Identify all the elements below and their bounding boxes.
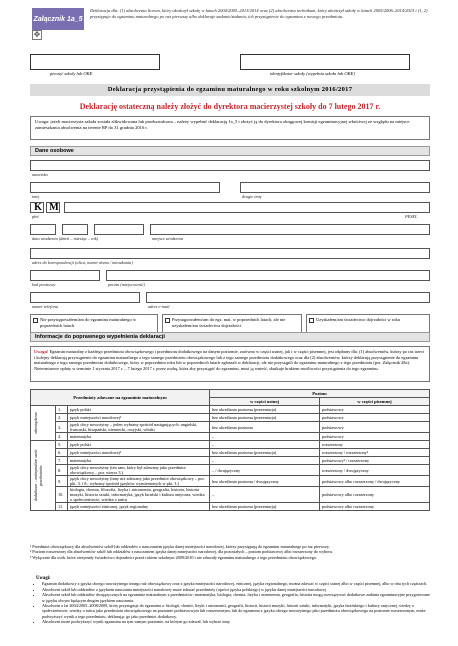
table-row[interactable] bbox=[31, 422, 430, 433]
postal-code-field[interactable] bbox=[30, 270, 100, 281]
uwagi-title: Uwagi: bbox=[36, 576, 51, 581]
gender-m-box[interactable] bbox=[46, 202, 60, 213]
group-additional-label: dodatkowe – maksymalnie sześć przedmiotów bbox=[33, 449, 43, 502]
surname-field[interactable] bbox=[30, 160, 430, 171]
checkbox-square[interactable] bbox=[165, 318, 170, 323]
first-name-field[interactable] bbox=[30, 182, 220, 193]
pesel-label: PESEL bbox=[405, 214, 418, 219]
page-title: Deklaracja przystąpienia do egzaminu maturalnego w roku szkolnym 2016/2017 bbox=[30, 84, 430, 96]
footnotes bbox=[30, 544, 430, 560]
row-written[interactable]: rozszerzony bbox=[320, 441, 430, 449]
row-number: 5. bbox=[56, 441, 68, 449]
checkbox-label: Przystępowałem/am do egz. mat. w poprzednich latach, ale nie uzyskałem/am świadectwa dojrzałości. bbox=[172, 317, 286, 328]
row-subject: matematyka bbox=[68, 433, 210, 441]
city-field[interactable] bbox=[106, 270, 430, 281]
school-stamp-field[interactable] bbox=[30, 54, 160, 70]
first-name-label: imię bbox=[32, 194, 40, 199]
birth-place-label: miejsce urodzenia bbox=[152, 236, 183, 241]
table-row[interactable] bbox=[31, 441, 430, 449]
table-row[interactable] bbox=[31, 449, 430, 457]
row-oral[interactable]: bez określania poziomu (prezentacja) bbox=[210, 414, 320, 422]
row-subject: język polski bbox=[68, 406, 210, 414]
row-written[interactable]: rozszerzony / rozszerzony² bbox=[320, 449, 430, 457]
second-name-label: drugie imię bbox=[242, 194, 262, 199]
city-label: poczta (miejscowość) bbox=[108, 282, 145, 287]
move-handle-icon[interactable]: ✥ bbox=[33, 30, 41, 39]
row-written[interactable]: podstawowy bbox=[320, 414, 430, 422]
table-row[interactable] bbox=[31, 414, 430, 422]
row-oral[interactable]: – bbox=[210, 457, 320, 465]
row-written[interactable]: rozszerzony / dwujęzyczny bbox=[320, 465, 430, 476]
row-oral[interactable]: bez określania poziomu (prezentacja) bbox=[210, 503, 320, 511]
subject-header: Przedmioty zdawane na egzaminie maturalnym bbox=[31, 390, 210, 406]
table-row[interactable] bbox=[31, 487, 430, 503]
declaration-page bbox=[10, 4, 448, 642]
uwagi-item: • Absolwent może podwyższyć wynik egzaminu na tym samym poziomie, na którym go zdawał, lub wybrać inny. bbox=[42, 619, 430, 624]
row-oral[interactable]: – / dwujęzyczny bbox=[210, 465, 320, 476]
row-subject: język obcy nowożytny (inny niż zdawany jako przedmiot obowiązkowy – por. pkt. 3. i 8.; wybrany spośród języków wymienionych w pkt. 3.) bbox=[68, 476, 210, 487]
surname-label: nazwisko bbox=[32, 172, 48, 177]
checkbox-label: Uzyskałem/am świadectwo dojrzałości w roku bbox=[316, 317, 400, 322]
row-number: 7. bbox=[56, 457, 68, 465]
gender-label: płeć bbox=[32, 214, 40, 219]
birth-date-label: data urodzenia (dzień – miesiąc – rok) bbox=[32, 236, 99, 241]
row-written[interactable]: podstawowy bbox=[320, 406, 430, 414]
birth-month-field[interactable] bbox=[62, 224, 88, 235]
birth-place-field[interactable] bbox=[150, 224, 430, 235]
uwagi-item: • Absolwent szkół lub oddziałów z językiem nauczania mniejszości narodowej może zdawać przedmioty (oprócz języka polskiego) w języku danej mniejszości narodowej. bbox=[42, 587, 430, 592]
row-number: 11. bbox=[56, 503, 68, 511]
info-uwaga-label: Uwaga! bbox=[34, 349, 49, 354]
row-oral[interactable]: bez określania poziomu / dwujęzyczny bbox=[210, 476, 320, 487]
school-id-label: identyfikator szkoły (wypełnia szkoła lub OKE) bbox=[270, 71, 355, 76]
footnote: ³ Wyłącznie dla osób, które otrzymały świadectwo dojrzałości przed rokiem szkolnym 2009/2010 i nie zdawały egzaminu maturalnego z tego przedmiotu obowiązkowego. bbox=[30, 554, 317, 560]
school-stamp-label: pieczęć szkoły lub OKE bbox=[50, 71, 93, 76]
email-field[interactable] bbox=[146, 292, 430, 303]
row-subject: język mniejszości narodowej¹ bbox=[68, 449, 210, 457]
table-row[interactable] bbox=[31, 457, 430, 465]
oral-header: w części ustnej bbox=[210, 398, 320, 406]
attachment-badge: Załącznik 1a_5 bbox=[32, 8, 84, 30]
row-number: 1. bbox=[56, 406, 68, 414]
row-written[interactable]: podstawowy albo rozszerzony bbox=[320, 503, 430, 511]
address-label: adres do korespondencji (ulica, numer domu / mieszkania) bbox=[32, 260, 133, 265]
gender-k-letter: K bbox=[34, 202, 42, 213]
uwagi-item: • Absolwent szkół lub oddziałów dwujęzycznych na egzaminie maturalnym z przedmiotów: matematyka, biologia, chemia, fizyka i astronomia, geografia, historia mogą rozwiązywać dodatkowe zadania egzaminacyjne przygotowane w języku obcym będącym drugim językiem nauczania. bbox=[42, 592, 430, 603]
uwagi-list bbox=[36, 576, 430, 625]
checkbox-label: Nie przystępowałem/am do egzaminu maturalnego w poprzednich latach. bbox=[40, 317, 137, 328]
row-oral[interactable]: bez określania poziomu (prezentacja) bbox=[210, 449, 320, 457]
row-number: 2. bbox=[56, 414, 68, 422]
row-oral[interactable]: – bbox=[210, 441, 320, 449]
table-row[interactable] bbox=[31, 476, 430, 487]
table-row[interactable] bbox=[31, 406, 430, 414]
phone-label: numer telefonu bbox=[32, 304, 58, 309]
info-text bbox=[30, 346, 430, 382]
second-name-field[interactable] bbox=[240, 182, 430, 193]
row-subject: język mniejszości etnicznej, język regionalny bbox=[68, 503, 210, 511]
footnote: ¹ Przedmiot obowiązkowy dla absolwentów szkół lub oddziałów z nauczaniem języka danej mniejszości narodowej, którzy przystępują do egzaminu maturalnego po raz pierwszy. bbox=[30, 544, 330, 549]
row-subject: biologia, chemia, filozofia, fizyka i astronomia, geografia, historia, historia muzyki, historia sztuki, informatyka, język łaciński i kultura antyczna, wiedza o społeczeństwie, wiedza o tańcu bbox=[68, 487, 210, 503]
group-mandatory bbox=[31, 406, 56, 441]
group-mandatory-label: obowiązkowe bbox=[33, 412, 38, 434]
info-body: Egzamin maturalny z każdego przedmiotu obowiązkowego i przedmiotu dodatkowego na danym poziomie, zarówno w części ustnej, jak i w części pisemnej, jest odpłatny dla: (1) absolwentów, którzy po raz trzeci i kolejny deklarują przystąpienie do egzaminu maturalnego z tego samego przedmiotu obowiązkowego lub z tego samego przedmiotu dodatkowego oraz dla (2) absolwentów, którzy deklarują przystąpienie do egzaminu maturalnego z tego samego przedmiotu dodatkowego, który w poprzednim roku lub w poprzednich latach zgłaszali w deklaracji, ale nie przystąpili do egzaminu maturalnego z tego przedmiotu (por. Załącznik 28a). Nieterminowe opłaty w terminie 1 stycznia 2017 r. – 7 lutego 2017 r. przez osobę, która aby przystąpić do egzaminu, musi ją wnieść, skutkuje brakiem możliwości przystąpienia do tego egzaminu. bbox=[34, 349, 425, 371]
phone-field[interactable] bbox=[30, 292, 140, 303]
pesel-field[interactable] bbox=[64, 202, 430, 213]
row-oral[interactable]: – bbox=[210, 433, 320, 441]
row-subject: język mniejszości narodowej¹ bbox=[68, 414, 210, 422]
row-written[interactable]: podstawowy² / rozszerzony bbox=[320, 457, 430, 465]
row-oral[interactable]: bez określania poziomu (prezentacja) bbox=[210, 406, 320, 414]
row-subject: język polski bbox=[68, 441, 210, 449]
row-number: 8. bbox=[56, 465, 68, 476]
written-header: w części pisemnej bbox=[320, 398, 430, 406]
declaration-table bbox=[30, 389, 430, 511]
row-subject: język obcy nowożytny (ten sam, który był zdawany jako przedmiot obowiązkowy – por. wiersz 3.) bbox=[68, 465, 210, 476]
address-field[interactable] bbox=[30, 248, 430, 259]
checkbox-square[interactable] bbox=[33, 318, 38, 323]
uwaga-box: Uwaga: jeżeli macierzysta szkoła została zlikwidowana lub przekształcona – należy wypełnić deklarację 1a_5 i złożyć ją do dyrektora okręgowej komisji egzaminacyjnej właściwej ze względu na miejsce zamieszkania absolwenta na terenie RP do 31 grudnia 2016 r. bbox=[30, 116, 430, 140]
school-id-field[interactable] bbox=[240, 54, 410, 70]
row-subject: język obcy nowożytny – jeden wybrany spośród następujących: angielski, francuski, hiszpański, niemiecki, rosyjski, włoski bbox=[68, 422, 210, 433]
row-number: 9. bbox=[56, 476, 68, 487]
uwagi-item: • Absolwent z lat 2004/2005–2008/2009, który przystępuje do egzaminu z: biologii, chemii, fizyki i astronomii, geografii, historii, historii muzyki, historii sztuki, informatyki, języka łacińskiego i kultury antycznej, wiedzy o społeczeństwie, wiedzy o tańcu jako przedmiotu obowiązkowego na poziomie podstawowym lub rozszerzonym, lub do egzaminu z języka obcego nowożytnego jako przedmiotu obowiązkowego na poziomie rozszerzonym, może podwyższyć wynik z tego przedmiotu, deklarując go jako przedmiot dodatkowy. bbox=[42, 603, 430, 619]
checkbox-square[interactable] bbox=[309, 318, 314, 323]
row-written[interactable]: podstawowy albo rozszerzony / dwujęzyczny bbox=[320, 476, 430, 487]
table-row[interactable] bbox=[31, 465, 430, 476]
postal-code-label: kod pocztowy bbox=[32, 282, 56, 287]
gender-k-box[interactable] bbox=[30, 202, 44, 213]
row-number: 6. bbox=[56, 449, 68, 457]
info-section-title: Informacje do poprawnego wypełnienia deklaracji bbox=[30, 332, 430, 342]
gender-m-letter: M bbox=[49, 202, 59, 213]
email-label: adres e-mail bbox=[148, 304, 170, 309]
table-row[interactable] bbox=[31, 433, 430, 441]
deadline-notice: Deklarację ostateczną należy złożyć do dyrektora macierzystej szkoły do 7 lutego 2017 r. bbox=[79, 102, 381, 111]
birth-day-field[interactable] bbox=[30, 224, 56, 235]
table-row[interactable] bbox=[31, 503, 430, 511]
school-code-row bbox=[30, 54, 430, 82]
level-header: Poziom bbox=[210, 390, 430, 398]
row-written[interactable]: podstawowy bbox=[320, 422, 430, 433]
row-oral[interactable]: bez określania poziomu bbox=[210, 422, 320, 433]
row-written[interactable]: podstawowy albo rozszerzony bbox=[320, 487, 430, 503]
footnote: ² Poziom rozszerzony dla absolwentów szkół lub oddziałów z nauczaniem języka danej mniejszości narodowej, dla pozostałych – poziom podstawowy albo rozszerzony do wyboru. bbox=[30, 549, 333, 555]
group-additional bbox=[31, 441, 56, 511]
birth-year-field[interactable] bbox=[94, 224, 144, 235]
row-number: 10. bbox=[56, 487, 68, 503]
row-number: 4. bbox=[56, 433, 68, 441]
personal-data-section-title: Dane osobowe bbox=[30, 146, 430, 156]
row-subject: matematyka bbox=[68, 457, 210, 465]
row-number: 3. bbox=[56, 422, 68, 433]
top-note: Deklaracja dla: (1) absolwenta liceum, który ukończył szkołę w latach 2004/2005–2013/2014 oraz (2) absolwenta technikum, który ukończył szkołę w latach 2005/2006–2014/2015 i (1, 2) przystępuje do egzaminu maturalnego po raz pierwszy albo deklaruje zadanie/zadania, ich przystąpienie do egzaminu z nowego przedmiotu. bbox=[90, 8, 428, 19]
uwagi-item: • Egzamin dodatkowy z języka obcego nowożytnego innego niż obowiązkowy oraz z języka mniejszości narodowej, etnicznej, języka regionalnego, można zdawać w części ustnej albo w części pisemnej, albo w obu tych częściach. bbox=[42, 581, 430, 586]
row-written[interactable]: podstawowy bbox=[320, 433, 430, 441]
row-oral[interactable]: – bbox=[210, 487, 320, 503]
